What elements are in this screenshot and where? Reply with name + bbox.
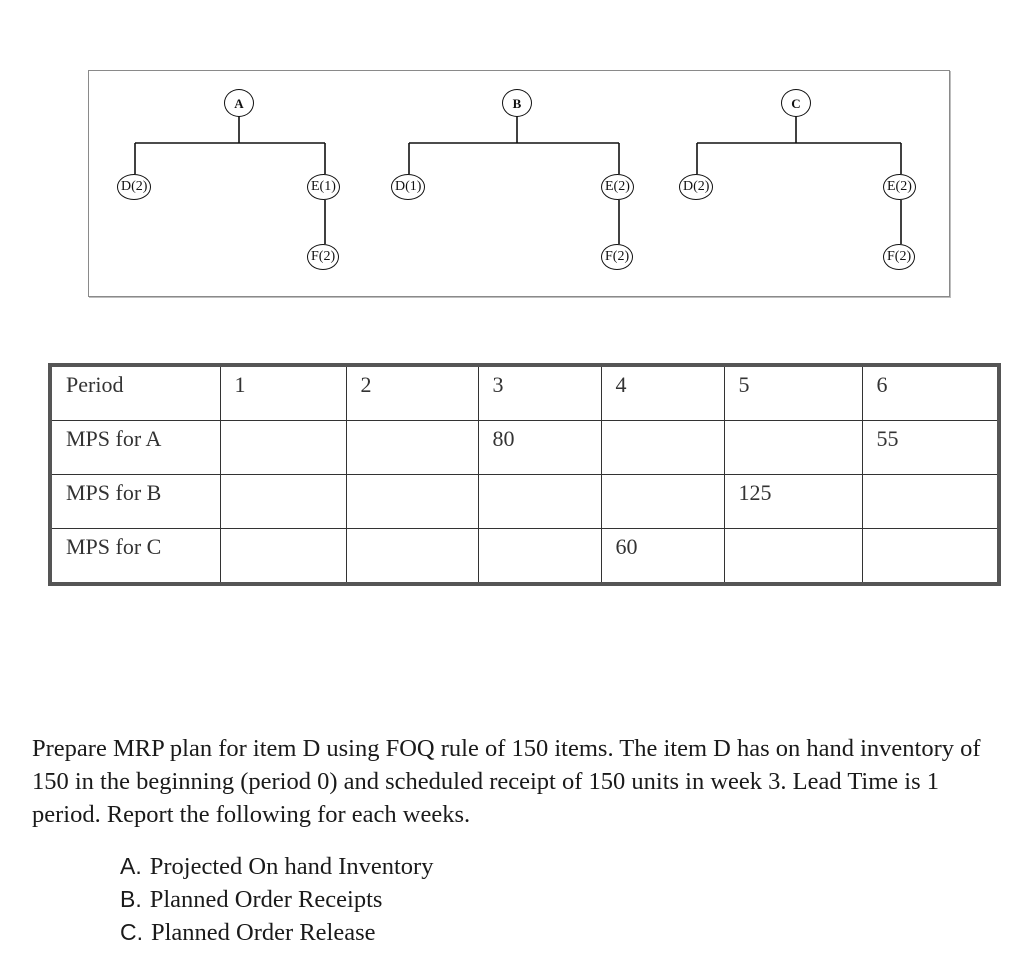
table-cell [346,475,478,529]
table-cell [220,475,346,529]
table-cell [220,529,346,585]
table-header-cell: 4 [601,365,724,421]
node-product-b: B [502,89,532,117]
task-letter: C. [120,919,143,945]
list-item [120,883,433,916]
table-header-cell: Period [50,365,220,421]
mps-table [48,363,1001,586]
table-header-cell: 2 [346,365,478,421]
table-cell: 125 [724,475,862,529]
node-c-child-e: E(2) [883,174,916,200]
list-item [120,850,433,883]
table-cell [478,529,601,585]
table-header-row [50,365,999,421]
table-row [50,529,999,585]
node-product-c: C [781,89,811,117]
table-cell [862,475,999,529]
node-b-child-d: D(1) [391,174,425,200]
row-label: MPS for C [50,529,220,585]
node-a-grandchild-f: F(2) [307,244,339,270]
table-header-cell: 5 [724,365,862,421]
task-letter: B. [120,886,142,912]
task-list [120,850,433,949]
table-cell [724,421,862,475]
table-cell: 60 [601,529,724,585]
node-c-child-d: D(2) [679,174,713,200]
node-b-child-e: E(2) [601,174,634,200]
node-a-child-e: E(1) [307,174,340,200]
table-cell [346,529,478,585]
table-header-cell: 3 [478,365,601,421]
task-text: Planned Order Release [151,919,376,946]
node-a-child-d: D(2) [117,174,151,200]
problem-statement: Prepare MRP plan for item D using FOQ rule of 150 items. The item D has on hand inventory of 150 in the beginning (period 0) and scheduled receipt of 150 units in week 3. Lead Time is 1 period. Report the following for each weeks. [32,735,981,828]
table-row [50,421,999,475]
table-cell [478,475,601,529]
row-label: MPS for A [50,421,220,475]
task-letter: A. [120,853,142,879]
task-text: Projected On hand Inventory [149,853,434,880]
table-cell [220,421,346,475]
node-product-a: A [224,89,254,117]
task-text: Planned Order Receipts [149,886,383,913]
node-c-grandchild-f: F(2) [883,244,915,270]
node-b-grandchild-f: F(2) [601,244,633,270]
table-header-cell: 1 [220,365,346,421]
product-structure-diagram [88,70,950,297]
table-cell: 80 [478,421,601,475]
table-cell: 55 [862,421,999,475]
table-row [50,475,999,529]
table-cell [346,421,478,475]
table-header-cell: 6 [862,365,999,421]
table-cell [862,529,999,585]
table-cell [724,529,862,585]
table-cell [601,475,724,529]
table-cell [601,421,724,475]
row-label: MPS for B [50,475,220,529]
list-item [120,916,433,949]
